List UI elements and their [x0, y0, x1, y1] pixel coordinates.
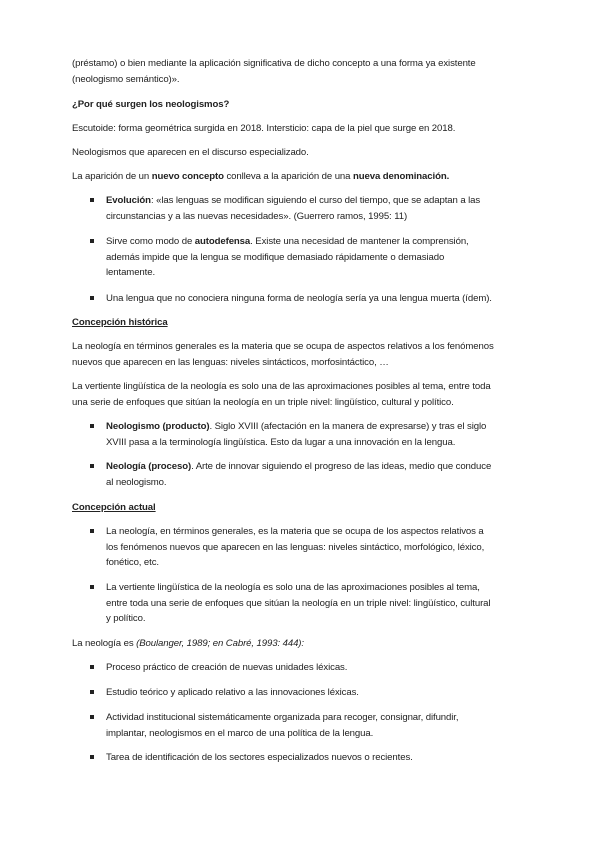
- list-item-line: lentamente.: [106, 267, 156, 278]
- section-heading-historic: Concepción histórica: [72, 317, 168, 328]
- list-item-line: La vertiente lingüística de la neología es solo una de las aproximaciones posibles al tema,: [106, 582, 480, 593]
- bullet-icon: [90, 715, 94, 719]
- paragraph-line: una serie de enfoques que sitúan la neología en un triple nivel: lingüístico, cultural y político.: [72, 396, 454, 408]
- list-item-line: fonético, etc.: [106, 557, 159, 568]
- bullet-icon: [90, 424, 94, 428]
- concept-bold: nuevo concepto: [151, 171, 224, 182]
- paragraph-line: nuevos que aparecen en las lenguas: niveles sintácticos, morfosintáctico, …: [72, 356, 389, 368]
- intro-line: (préstamo) o bien mediante la aplicación significativa de dicho concepto a una forma ya existente: [72, 58, 476, 69]
- concept-bold: nueva denominación.: [352, 171, 450, 182]
- term-bold: autodefensa: [194, 236, 251, 247]
- bullet-icon: [90, 464, 94, 468]
- list-item-text: [106, 710, 532, 741]
- term-bold: Neología (proceso): [106, 461, 192, 472]
- concept-text: conlleva a la aparición de una: [223, 171, 353, 182]
- historic-paragraph-2: [72, 379, 532, 410]
- bullet-icon: [90, 690, 94, 694]
- bullet-icon: [90, 585, 94, 589]
- list-item-line: : «las lenguas se modifican siguiendo el curso del tiempo, que se adaptan a las: [150, 195, 481, 206]
- list-item-text: [106, 524, 532, 571]
- bullet-icon: [90, 296, 94, 300]
- list-item-line: implantar, neologismos en el marco de una política de la lengua.: [106, 727, 374, 739]
- list-item-line: . Existe una necesidad de mantener la comprensión,: [250, 236, 469, 247]
- paragraph-line: La vertiente lingüística de la neología es solo una de las aproximaciones posibles al tema, entre toda: [72, 381, 491, 392]
- list-item-text: [106, 193, 532, 224]
- intro-paragraph: [72, 56, 532, 87]
- specialized-paragraph: Neologismos que aparecen en el discurso especializado.: [72, 147, 309, 158]
- list-item-text: [106, 459, 532, 490]
- examples-paragraph: Escutoide: forma geométrica surgida en 2018. Intersticio: capa de la piel que surge en 2018.: [72, 123, 456, 134]
- list-item-text: [106, 580, 532, 627]
- list-item-line: Actividad institucional sistemáticamente organizada para recoger, consignar, difundir,: [106, 712, 459, 723]
- list-item-text: [106, 419, 532, 450]
- bullet-icon: [90, 665, 94, 669]
- list-item-line: al neologismo.: [106, 476, 167, 488]
- list-item-line: y político.: [106, 613, 146, 624]
- definition-intro: [72, 636, 532, 652]
- list-item-text: [106, 234, 532, 281]
- list-item-text: [106, 685, 532, 701]
- section-heading-why: ¿Por qué surgen los neologismos?: [72, 99, 230, 110]
- bullet-icon: [90, 529, 94, 533]
- list-item-line: Estudio teórico y aplicado relativo a las innovaciones léxicas.: [106, 687, 359, 698]
- list-item-line: entre toda una serie de enfoques que sitúan la neología en un triple nivel: lingüístico, cultural: [106, 597, 491, 609]
- list-item-line: . Siglo XVIII (afectación en la manera de expresarse) y tras el siglo: [209, 421, 487, 432]
- list-item-line: además impide que la lengua se modifique demasiado rápidamente o demasiado: [106, 251, 445, 263]
- concept-paragraph: [72, 169, 532, 185]
- list-item-line: Tarea de identificación de los sectores especializados nuevos o recientes.: [106, 752, 413, 763]
- citation: (Boulanger, 1989; en Cabré, 1993: 444):: [136, 638, 304, 649]
- list-item-line: los fenómenos nuevos que aparecen en las lenguas: niveles sintáctico, morfológico, léxico,: [106, 541, 485, 553]
- term-bold: Evolución: [106, 195, 151, 206]
- intro-line: (neologismo semántico)».: [72, 73, 180, 85]
- list-item-text: [106, 750, 532, 766]
- bullet-icon: [90, 198, 94, 202]
- list-item-line: La neología, en términos generales, es la materia que se ocupa de los aspectos relativos a: [106, 526, 484, 537]
- list-item-line: . Arte de innovar siguiendo el progreso de las ideas, medio que conduce: [191, 461, 492, 472]
- list-item-line: Una lengua que no conociera ninguna forma de neología sería ya una lengua muerta (ídem).: [106, 293, 492, 304]
- list-item-text: [106, 660, 532, 676]
- concept-text: La aparición de un: [72, 171, 152, 182]
- definition-text: La neología es: [72, 638, 137, 649]
- list-item-line: circunstancias y a las nuevas necesidades». (Guerrero ramos, 1995: 11): [106, 210, 408, 222]
- list-item-text: [106, 291, 532, 307]
- bullet-icon: [90, 239, 94, 243]
- term-bold: Neologismo (producto): [106, 421, 210, 432]
- paragraph-line: La neología en términos generales es la materia que se ocupa de aspectos relativos a los fenómenos: [72, 341, 494, 352]
- bullet-icon: [90, 755, 94, 759]
- historic-paragraph-1: [72, 339, 532, 370]
- section-heading-current: Concepción actual: [72, 502, 156, 513]
- list-item-line: Sirve como modo de: [106, 236, 195, 247]
- list-item-line: Proceso práctico de creación de nuevas unidades léxicas.: [106, 662, 348, 673]
- list-item-line: XVIII pasa a la terminología lingüística. Esto da lugar a una innovación en la lengua.: [106, 436, 456, 448]
